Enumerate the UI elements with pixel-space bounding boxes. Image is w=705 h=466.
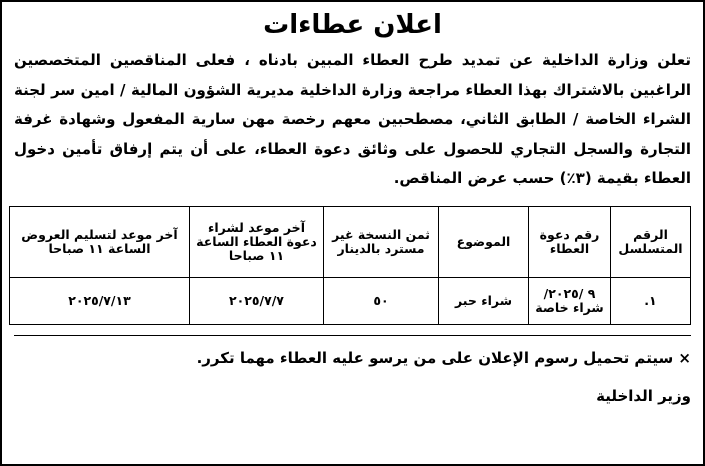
header-copy-price: ثمن النسخة غير مسترد بالدينار <box>324 206 439 277</box>
header-tender-number: رقم دعوة العطاء <box>529 206 611 277</box>
cell-serial: ١. <box>611 277 691 324</box>
cell-subject: شراء حبر <box>439 277 529 324</box>
header-purchase-deadline: آخر موعد لشراء دعوة العطاء الساعة ١١ صباحا <box>190 206 324 277</box>
divider <box>14 335 691 336</box>
cell-copy-price: ٥٠ <box>324 277 439 324</box>
header-serial: الرقم المتسلسل <box>611 206 691 277</box>
table-header-row <box>10 206 691 277</box>
tender-table <box>9 206 691 325</box>
advertisement-fee-note: × سيتم تحميل رسوم الإعلان على من يرسو عليه العطاء مهما تكرر. <box>196 348 691 367</box>
table-row <box>10 277 691 324</box>
announcement-body: تعلن وزارة الداخلية عن تمديد طرح العطاء المبين بادناه ، فعلى المناقصين المتخصصين الراغبين بالاشتراك بهذا العطاء مراجعة وزارة الداخلية مديرية الشؤون المالية / امين سر لجنة الشراء الخاصة / الطابق الثاني، مصطحبين معهم رخصة مهن سارية المفعول وشهادة غرفة التجارة والسجل التجاري للحصول على وثائق دعوة العطاء، على أن يتم إرفاق تأمين دخول العطاء بقيمة (٣٪) حسب عرض المناقص. <box>14 51 691 187</box>
header-submission-deadline: آخر موعد لتسليم العروض الساعة ١١ صباحا <box>10 206 190 277</box>
cell-tender-number: ٩ /٢٠٢٥/ شراء خاصة <box>529 277 611 324</box>
cell-purchase-deadline: ٢٠٢٥/٧/٧ <box>190 277 324 324</box>
signature: وزير الداخلية <box>596 386 691 405</box>
header-subject: الموضوع <box>439 206 529 277</box>
cell-submission-deadline: ٢٠٢٥/٧/١٣ <box>10 277 190 324</box>
announcement-title: اعلان عطاءات <box>263 10 442 40</box>
